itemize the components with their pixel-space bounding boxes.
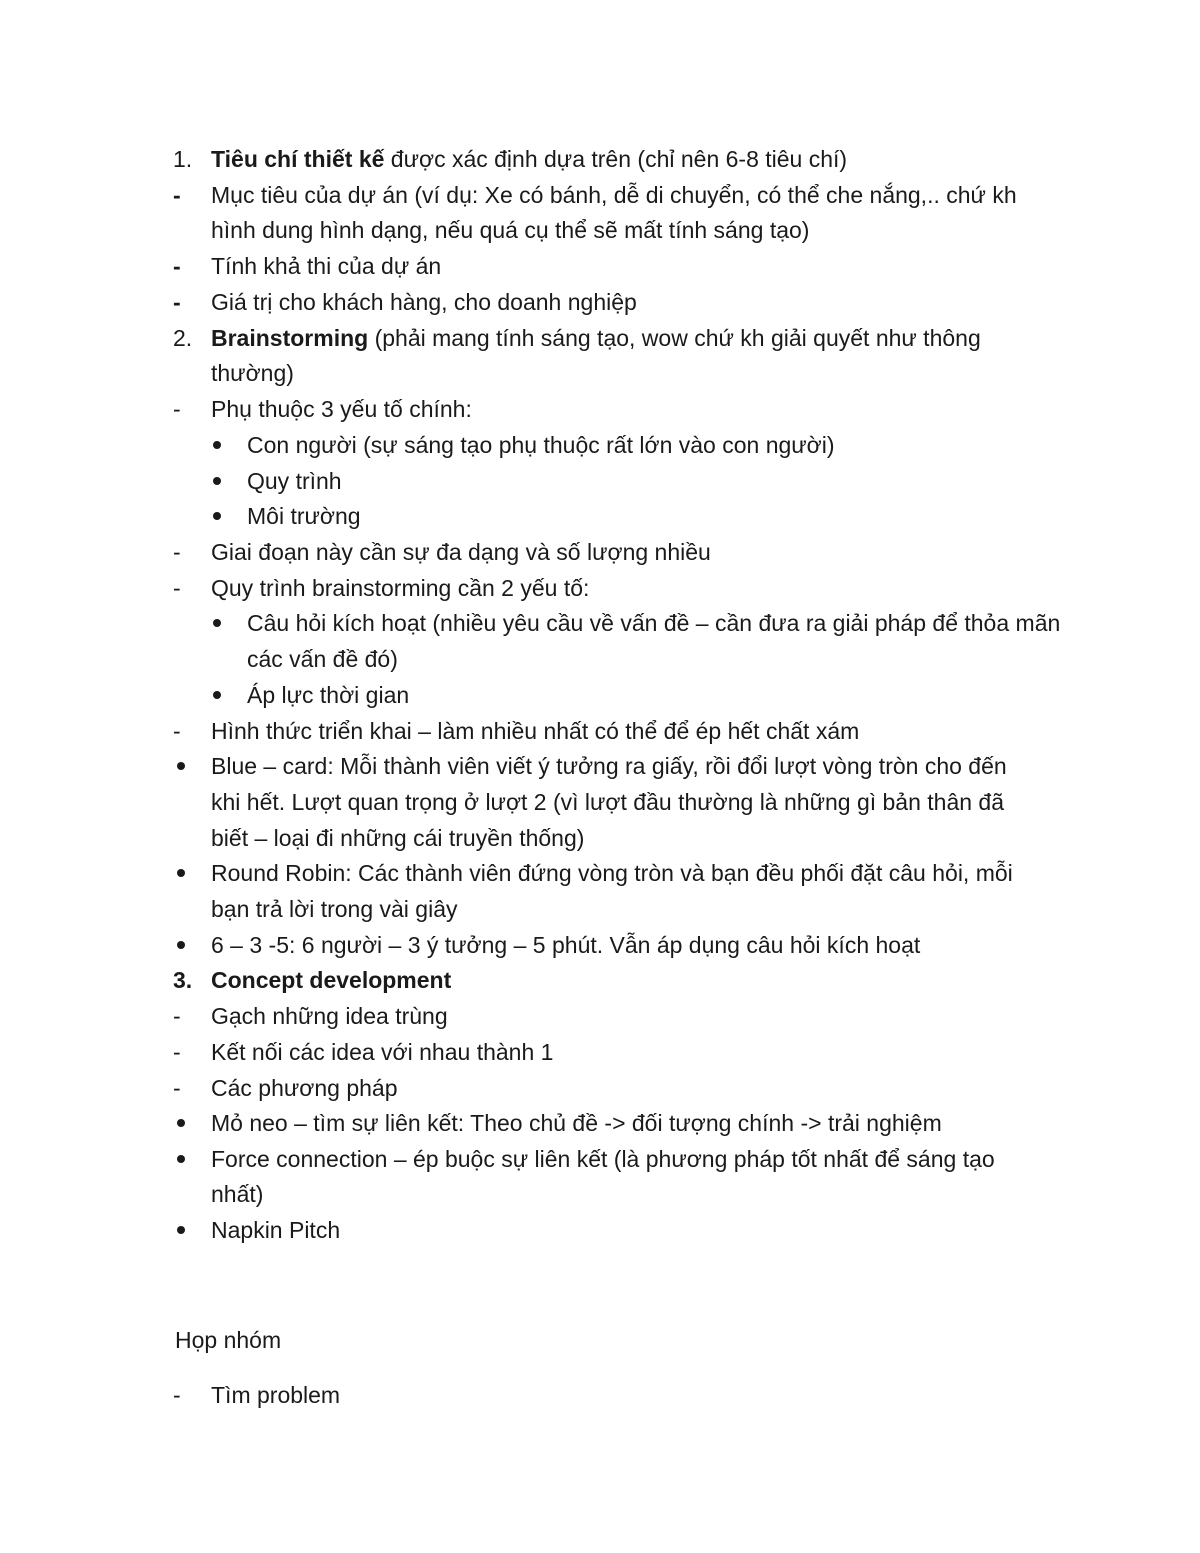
sub-bullet-item: Con người (sự sáng tạo phụ thuộc rất lớn vào con người): [247, 432, 835, 458]
meeting-heading: Họp nhóm: [175, 1327, 282, 1353]
dash-marker: -: [173, 253, 181, 279]
list-item: Tính khả thi của dự án: [211, 253, 442, 279]
list-item: Gạch những idea trùng: [211, 1003, 448, 1029]
dash-marker: -: [173, 182, 181, 208]
dash-marker: -: [173, 289, 181, 315]
bullet-item: Blue – card: Mỗi thành viên viết ý tưởng ra giấy, rồi đổi lượt vòng tròn cho đến: [211, 753, 1007, 779]
dash-marker: -: [173, 1039, 181, 1065]
bullet-item: Round Robin: Các thành viên đứng vòng tròn và bạn đều phối đặt câu hỏi, mỗi: [211, 860, 1013, 886]
list-item: Hình thức triển khai – làm nhiều nhất có thể để ép hết chất xám: [211, 718, 860, 744]
bullet-item: 6 – 3 -5: 6 người – 3 ý tưởng – 5 phút. Vẫn áp dụng câu hỏi kích hoạt: [211, 932, 921, 958]
list-number: 1.: [173, 146, 193, 172]
section-heading: Concept development: [211, 967, 452, 993]
list-item: Mục tiêu của dự án (ví dụ: Xe có bánh, dễ di chuyển, có thể che nắng,.. chứ kh: [211, 182, 1017, 208]
meeting-item: Tìm problem: [211, 1382, 341, 1408]
list-item: Giai đoạn này cần sự đa dạng và số lượng nhiều: [211, 539, 711, 565]
list-item: Các phương pháp: [211, 1075, 398, 1101]
bullet-item: Napkin Pitch: [211, 1217, 341, 1243]
dash-marker: -: [173, 1075, 181, 1101]
list-item: [211, 320, 981, 356]
section-heading: Tiêu chí thiết kế: [211, 146, 385, 172]
bullet-item: Mỏ neo – tìm sự liên kết: Theo chủ đề -> đối tượng chính -> trải nghiệm: [211, 1110, 942, 1136]
sub-bullet-continuation: các vấn đề đó): [247, 646, 398, 672]
dash-marker: -: [173, 575, 181, 601]
list-item-continuation: hình dung hình dạng, nếu quá cụ thể sẽ mất tính sáng tạo): [211, 217, 810, 243]
list-item-text: (phải mang tính sáng tạo, wow chứ kh giải quyết như thông: [368, 325, 981, 351]
sub-bullet-item: Câu hỏi kích hoạt (nhiều yêu cầu về vấn đề – cần đưa ra giải pháp để thỏa mãn: [247, 610, 1061, 636]
dash-marker: -: [173, 539, 181, 565]
list-number: 3.: [173, 967, 193, 993]
bullet-continuation: bạn trả lời trong vài giây: [211, 896, 458, 922]
bullet-continuation: khi hết. Lượt quan trọng ở lượt 2 (vì lượt đầu thường là những gì bản thân đã: [211, 789, 1005, 815]
sub-bullet-item: Môi trường: [247, 503, 361, 529]
list-item-continuation: thường): [211, 360, 294, 386]
list-number: 2.: [173, 325, 193, 351]
bullet-item: Force connection – ép buộc sự liên kết (là phương pháp tốt nhất để sáng tạo: [211, 1146, 995, 1172]
dash-marker: -: [173, 1003, 181, 1029]
list-item-text: được xác định dựa trên (chỉ nên 6-8 tiêu chí): [384, 146, 848, 172]
sub-bullet-item: Quy trình: [247, 468, 342, 494]
section-heading: Brainstorming: [211, 325, 369, 351]
dash-marker: -: [173, 718, 181, 744]
list-item: [211, 962, 451, 998]
bullet-continuation: nhất): [211, 1181, 264, 1207]
list-item: Phụ thuộc 3 yếu tố chính:: [211, 396, 472, 422]
sub-bullet-item: Áp lực thời gian: [247, 682, 410, 708]
list-item: Quy trình brainstorming cần 2 yếu tố:: [211, 575, 590, 601]
bullet-continuation: biết – loại đi những cái truyền thống): [211, 825, 585, 851]
list-item: [211, 141, 847, 177]
list-item: Giá trị cho khách hàng, cho doanh nghiệp: [211, 289, 637, 315]
list-item: Kết nối các idea với nhau thành 1: [211, 1039, 554, 1065]
dash-marker: -: [173, 396, 181, 422]
dash-marker: -: [173, 1382, 181, 1408]
